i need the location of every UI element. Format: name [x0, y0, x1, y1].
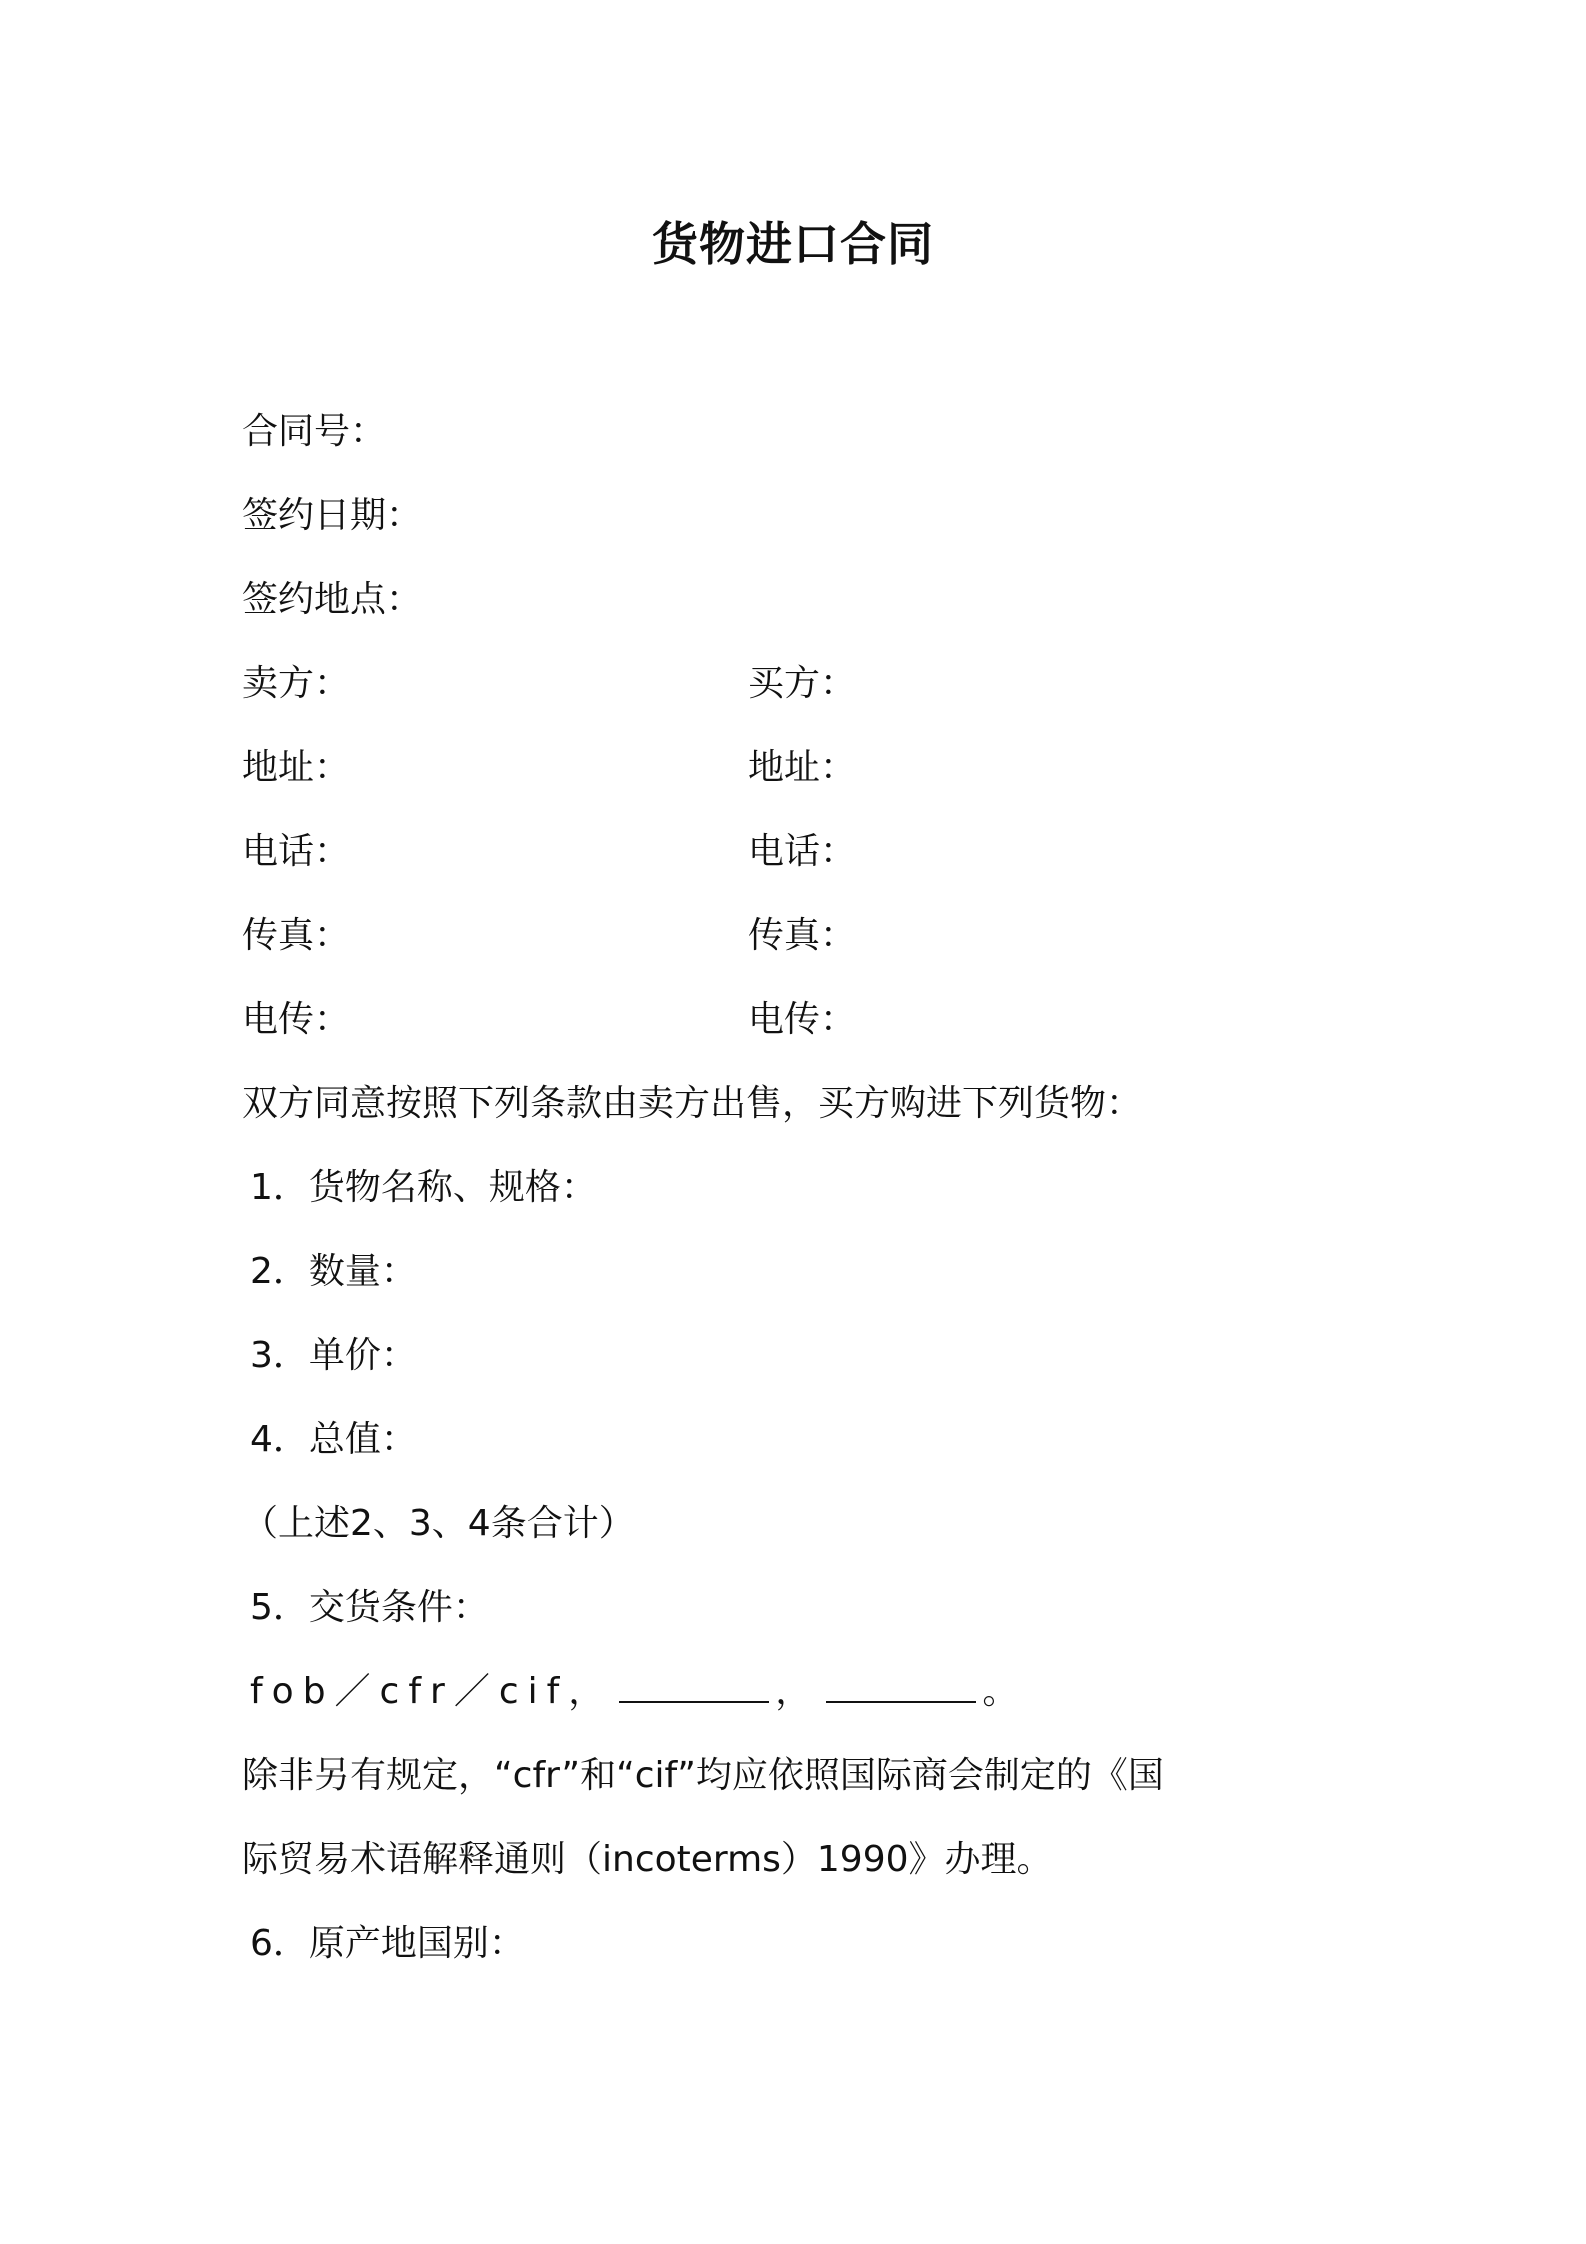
clause-5-delivery-terms: 5．交货条件：: [250, 1587, 489, 1628]
buyer-label: 买方：: [748, 663, 857, 704]
clause-5-explanation-line-2: 际贸易术语解释通则（incoterms）1990》办理。: [242, 1839, 1053, 1880]
buyer-telex-label: 电传：: [748, 999, 857, 1040]
buyer-address-label: 地址：: [748, 747, 857, 788]
clause-3-unit-price: 3．单价：: [250, 1335, 417, 1376]
signing-date-label: 签约日期：: [242, 495, 423, 536]
terms-blank-1[interactable]: [619, 1671, 769, 1703]
seller-fax-label: 传真：: [242, 915, 351, 956]
clause-4-total-value: 4．总值：: [250, 1419, 417, 1460]
seller-address-label: 地址：: [242, 747, 351, 788]
terms-blank-2[interactable]: [826, 1671, 976, 1703]
seller-phone-label: 电话：: [242, 831, 351, 872]
clause-1-goods-name: 1．货物名称、规格：: [250, 1167, 597, 1208]
terms-options: fob／cfr／cif，: [250, 1671, 614, 1712]
clause-2-quantity: 2．数量：: [250, 1251, 417, 1292]
signing-place-label: 签约地点：: [242, 579, 423, 620]
buyer-phone-label: 电话：: [748, 831, 857, 872]
contract-number-label: 合同号：: [242, 411, 387, 452]
terms-separator: ，: [775, 1671, 821, 1712]
clause-6-country-of-origin: 6．原产地国别：: [250, 1923, 525, 1964]
agreement-intro: 双方同意按照下列条款由卖方出售，买方购进下列货物：: [242, 1083, 1143, 1124]
clause-4-note: （上述2、3、4条合计）: [242, 1503, 635, 1544]
clause-5-explanation-line-1: 除非另有规定，“cfr”和“cif”均应依照国际商会制定的《国: [242, 1755, 1164, 1796]
terms-end: 。: [982, 1671, 1028, 1712]
clause-5-terms-line: [250, 1668, 1027, 1716]
seller-label: 卖方：: [242, 663, 351, 704]
seller-telex-label: 电传：: [242, 999, 351, 1040]
buyer-fax-label: 传真：: [748, 915, 857, 956]
document-title: 货物进口合同: [652, 217, 934, 271]
